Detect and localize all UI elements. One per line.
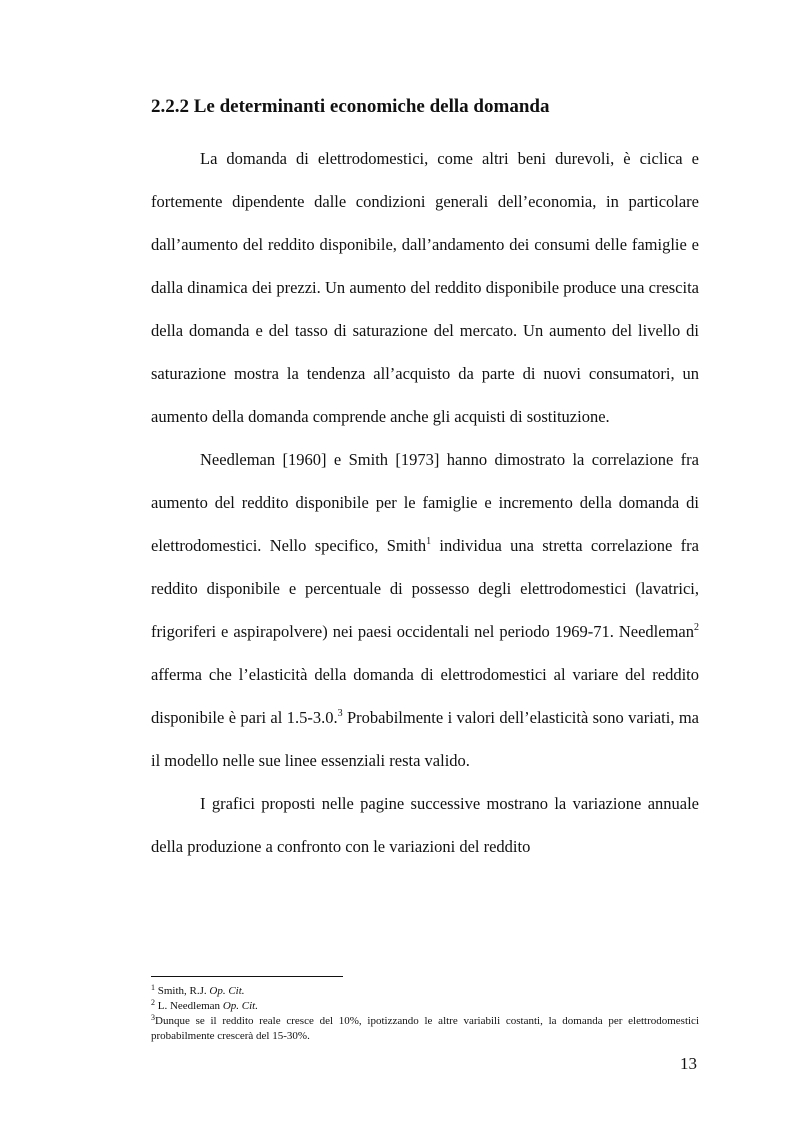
paragraph-2 xyxy=(151,438,699,782)
footnote-ref-2: 2 xyxy=(694,622,699,633)
page-number: 13 xyxy=(680,1054,697,1073)
footnote-citation: Op. Cit. xyxy=(209,985,245,997)
paragraph-2-part-4: Probabilmente i valori dell’elasticità sono variati, ma il modello nelle sue linee essenziali resta valido. xyxy=(151,708,699,770)
paragraph-1: La domanda di elettrodomestici, come altri beni durevoli, è ciclica e fortemente dipendente dalle condizioni generali dell’economia, in particolare dall’aumento del reddito disponibile, dall’andamento dei consumi delle famiglie e dalla dinamica dei prezzi. Un aumento del reddito disponibile produce una crescita della domanda e del tasso di saturazione del mercato. Un aumento del livello di saturazione mostra la tendenza all’acquisto da parte di nuovi consumatori, un aumento della domanda comprende anche gli acquisti di sostituzione. xyxy=(151,149,699,426)
footnote-number: 2 xyxy=(151,998,155,1007)
footnote-text: Dunque se il reddito reale cresce del 10%, ipotizzando le altre variabili costanti, la domanda per elettrodomestici probabilmente crescerà del 15-30%. xyxy=(151,1015,699,1042)
footnote-text: L. Needleman xyxy=(155,1000,223,1012)
footnote-number: 3 xyxy=(151,1013,155,1022)
footnote-1 xyxy=(151,984,699,999)
footnote-ref-3: 3 xyxy=(337,708,343,719)
footnote-divider xyxy=(151,976,343,977)
footnote-citation: Op. Cit. xyxy=(222,1000,258,1012)
footnotes xyxy=(151,984,699,1044)
paragraph-2-part-1: Needleman [1960] e Smith [1973] hanno dimostrato la correlazione fra aumento del reddito disponibile per le famiglie e incremento della domanda di elettrodomestici. Nello specifico, Smith xyxy=(151,450,699,555)
paragraph-2-part-2: individua una stretta correlazione fra reddito disponibile e percentuale di possesso degli elettrodomestici (lavatrici, frigoriferi e aspirapolvere) nei paesi occidentali nel periodo 1969-71. Needleman xyxy=(151,536,699,641)
body-text xyxy=(151,137,699,868)
footnote-text: Smith, R.J. xyxy=(155,985,210,997)
footnote-2 xyxy=(151,999,699,1014)
paragraph-2-part-3: afferma che l’elasticità della domanda di elettrodomestici al variare del reddito disponibile è pari al 1.5-3.0. xyxy=(151,665,699,727)
section-heading: 2.2.2 Le determinanti economiche della domanda xyxy=(151,96,550,117)
footnote-ref-1: 1 xyxy=(426,536,432,547)
footnote-number: 1 xyxy=(151,983,155,992)
paragraph-3: I grafici proposti nelle pagine successive mostrano la variazione annuale della produzione a confronto con le variazioni del reddito xyxy=(151,794,699,856)
footnote-3 xyxy=(151,1014,699,1044)
